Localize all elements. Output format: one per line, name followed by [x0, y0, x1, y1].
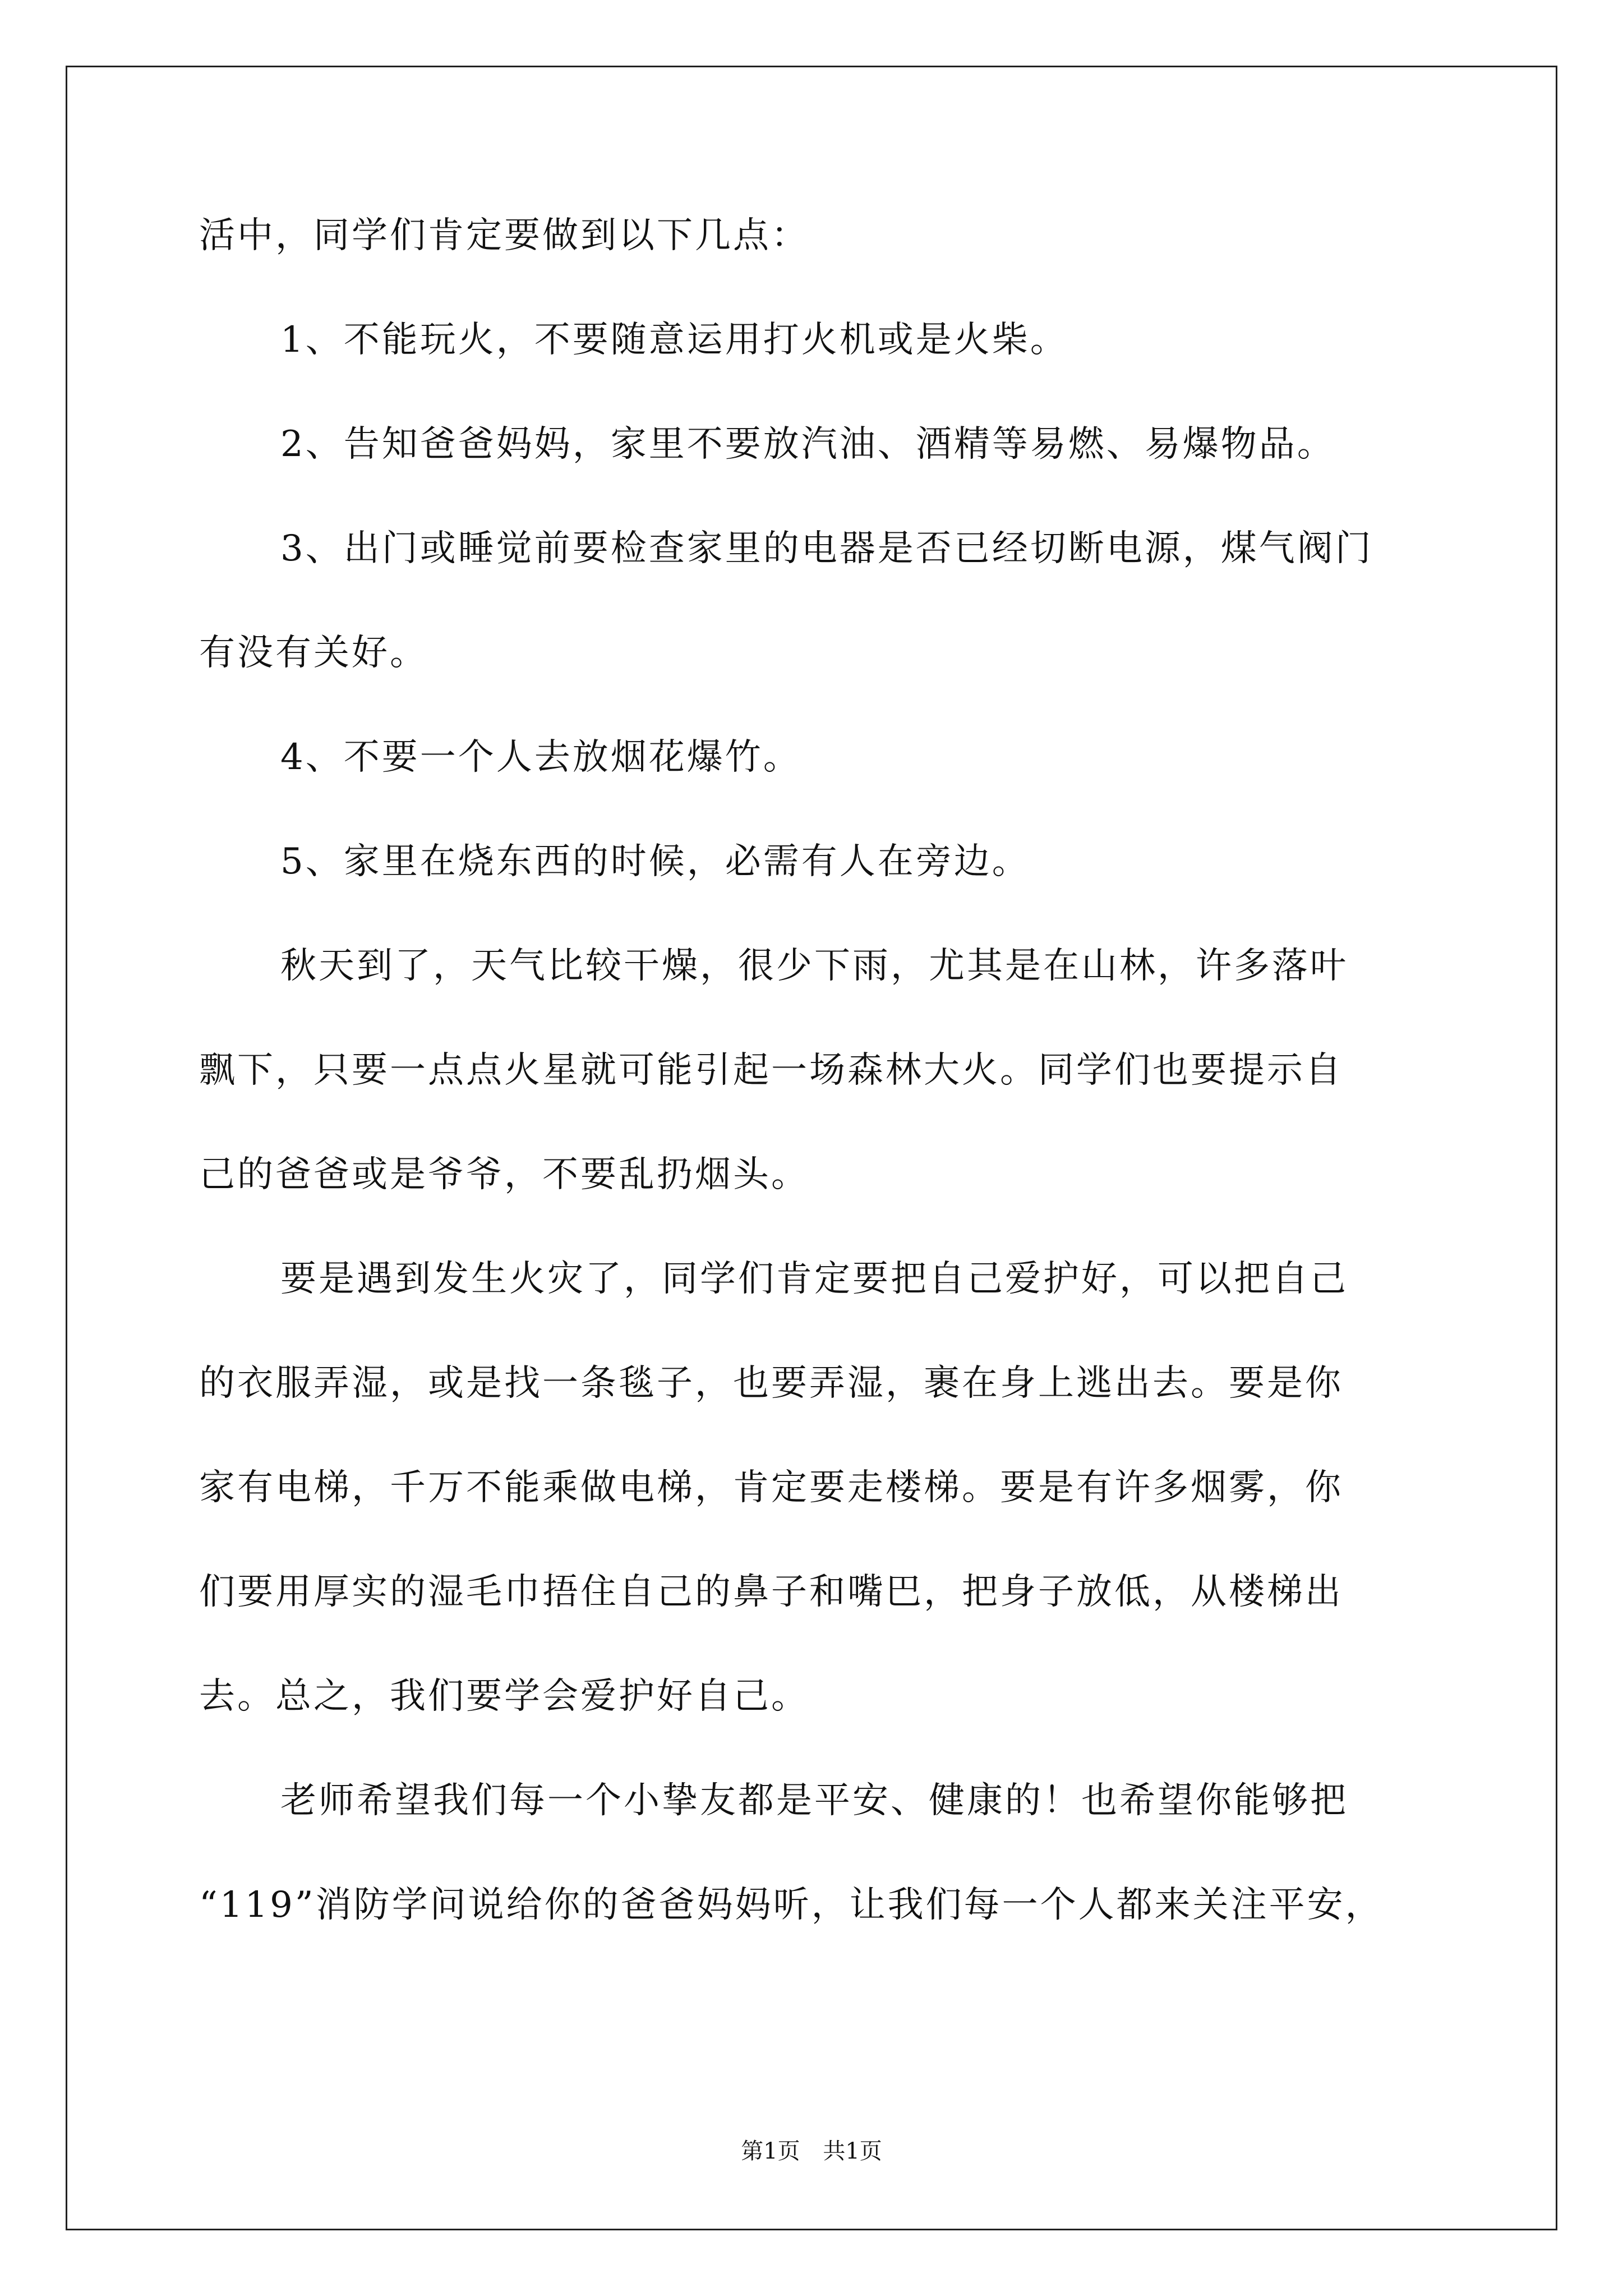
list-item: 3、出门或睡觉前要检查家里的电器是否已经切断电源，煤气阀门 [280, 528, 1373, 569]
text-line: 有没有关好。 [199, 632, 428, 674]
list-item: 1、不能玩火，不要随意运用打火机或是火柴。 [280, 319, 1068, 361]
page-number: 第1页 [741, 2138, 800, 2164]
list-item: 4、不要一个人去放烟花爆竹。 [280, 737, 801, 778]
paragraph-start: 老师希望我们每一个小挚友都是平安、健康的！也希望你能够把 [280, 1780, 1348, 1821]
text-line: 己的爸爸或是爷爷，不要乱扔烟头。 [199, 1154, 809, 1195]
list-item: 5、家里在烧东西的时候，必需有人在旁边。 [280, 841, 1030, 882]
text-line: 家有电梯，千万不能乘做电梯，肯定要走楼梯。要是有许多烟雾，你 [199, 1467, 1343, 1508]
page-total: 共1页 [823, 2138, 882, 2164]
text-line: 们要用厚实的湿毛巾捂住自己的鼻子和嘴巴，把身子放低，从楼梯出 [199, 1571, 1343, 1613]
list-item: 2、告知爸爸妈妈，家里不要放汽油、酒精等易燃、易爆物品。 [280, 424, 1335, 465]
text-line: 的衣服弄湿，或是找一条毯子，也要弄湿，裹在身上逃出去。要是你 [199, 1363, 1343, 1404]
text-line: 活中，同学们肯定要做到以下几点： [199, 215, 809, 256]
paragraph-start: 要是遇到发生火灾了，同学们肯定要把自己爱护好，可以把自己 [280, 1258, 1348, 1300]
text-line: “119”消防学问说给你的爸爸妈妈听，让我们每一个人都来关注平安， [199, 1884, 1384, 1926]
text-line: 去。总之，我们要学会爱护好自己。 [199, 1676, 809, 1717]
text-line: 飘下，只要一点点火星就可能引起一场森林大火。同学们也要提示自 [199, 1050, 1343, 1091]
paragraph-start: 秋天到了，天气比较干燥，很少下雨，尤其是在山林，许多落叶 [280, 945, 1348, 987]
page-footer [0, 2137, 1623, 2165]
